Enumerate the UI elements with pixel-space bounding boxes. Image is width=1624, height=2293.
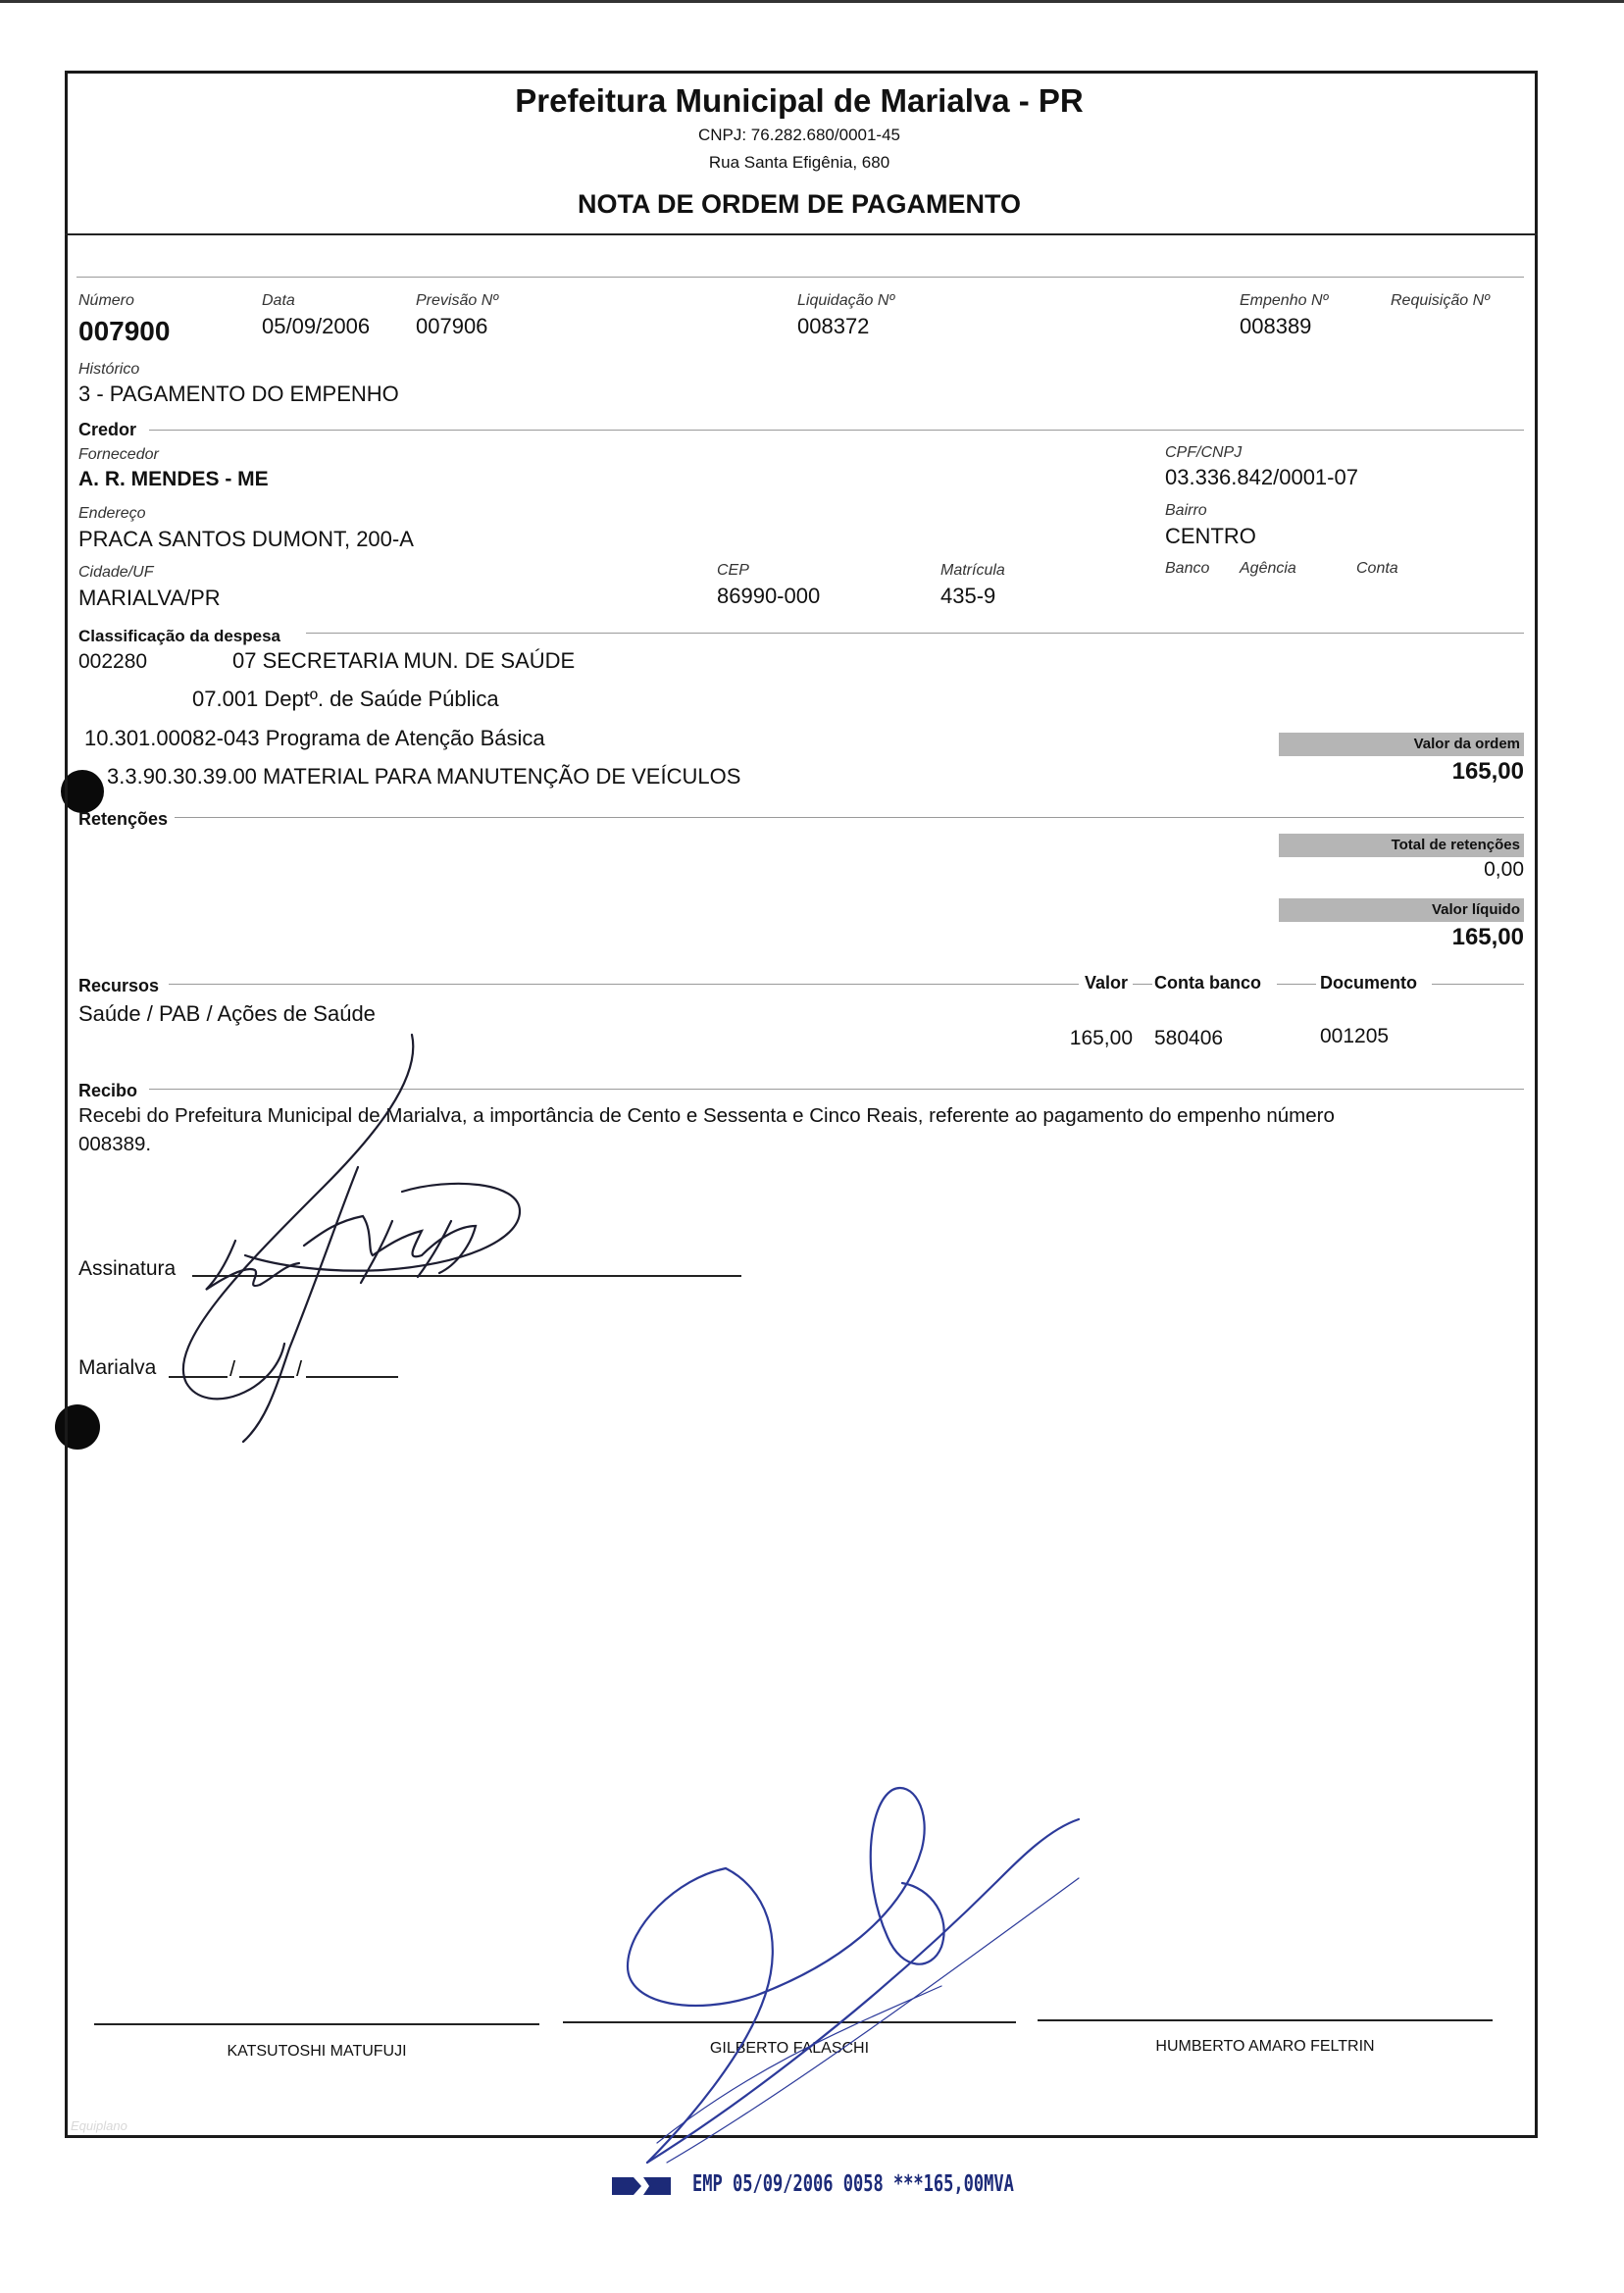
previsao-value: 007906 xyxy=(416,314,488,338)
recursos-conta-value: 580406 xyxy=(1154,1027,1224,1049)
recursos-conta-label: Conta banco xyxy=(1154,973,1262,993)
recursos-valor-label: Valor xyxy=(1085,973,1129,993)
bairro-value: CENTRO xyxy=(1165,524,1256,548)
recursos-documento-label: Documento xyxy=(1320,973,1417,993)
scan-edge-top xyxy=(0,0,1624,3)
numero-label: Número xyxy=(78,292,134,309)
fornecedor-value: A. R. MENDES - ME xyxy=(78,468,269,490)
matricula-label: Matrícula xyxy=(940,562,1005,579)
handwritten-signature-receipt xyxy=(127,1020,598,1452)
recursos-rule-2 xyxy=(1133,984,1152,985)
valor-liquido-label: Valor líquido xyxy=(1279,898,1524,922)
cidade-label: Cidade/UF xyxy=(78,564,154,581)
software-watermark: Equiplano xyxy=(71,2118,127,2133)
retencoes-section-title: Retenções xyxy=(78,809,169,829)
address-text: Rua Santa Efigênia, 680 xyxy=(708,153,890,172)
cidade-value: MARIALVA/PR xyxy=(78,586,221,610)
recibo-section-title: Recibo xyxy=(78,1081,138,1100)
fornecedor-label: Fornecedor xyxy=(78,446,159,463)
retencoes-rule xyxy=(175,817,1524,818)
recursos-documento-value: 001205 xyxy=(1320,1025,1390,1047)
liquidacao-label: Liquidação Nº xyxy=(797,292,895,309)
page-title: Prefeitura Municipal de Marialva - PR xyxy=(515,82,1084,119)
order-top-rule xyxy=(76,277,1524,278)
numero-value: 007900 xyxy=(78,316,171,346)
classificacao-rule xyxy=(306,633,1524,634)
header-divider xyxy=(65,233,1538,235)
signature-line-1 xyxy=(94,2023,539,2025)
total-retencoes-label: Total de retenções xyxy=(1279,834,1524,857)
valor-liquido-value: 165,00 xyxy=(1451,924,1524,950)
banco-label: Banco xyxy=(1165,560,1210,577)
valor-ordem-value: 165,00 xyxy=(1451,758,1524,785)
total-retencoes-value: 0,00 xyxy=(1484,858,1524,881)
matricula-value: 435-9 xyxy=(940,584,996,608)
stamp-logo xyxy=(610,2173,673,2199)
departamento-text: 07.001 Deptº. de Saúde Pública xyxy=(192,687,499,711)
recursos-rule xyxy=(169,984,1079,985)
bairro-label: Bairro xyxy=(1165,502,1207,519)
requisicao-label: Requisição Nº xyxy=(1391,292,1490,309)
agencia-label: Agência xyxy=(1240,560,1296,577)
cnpj-text: CNPJ: 76.282.680/0001-45 xyxy=(697,126,901,144)
date-separator-2: / xyxy=(296,1356,303,1381)
data-value: 05/09/2006 xyxy=(262,314,371,338)
empenho-label: Empenho Nº xyxy=(1240,292,1329,309)
classificacao-code: 002280 xyxy=(78,650,148,673)
valor-ordem-label: Valor da ordem xyxy=(1279,733,1524,756)
recursos-section-title: Recursos xyxy=(78,976,160,995)
empenho-value: 008389 xyxy=(1240,314,1312,338)
cep-value: 86990-000 xyxy=(717,584,821,608)
historico-value: 3 - PAGAMENTO DO EMPENHO xyxy=(78,382,399,406)
signatory-1-name: KATSUTOSHI MATUFUJI xyxy=(227,2043,407,2060)
recursos-rule-4 xyxy=(1432,984,1524,985)
endereco-label: Endereço xyxy=(78,505,146,522)
secretaria-text: 07 SECRETARIA MUN. DE SAÚDE xyxy=(232,648,576,673)
previsao-label: Previsão Nº xyxy=(416,292,499,309)
programa-text: 10.301.00082-043 Programa de Atenção Básica xyxy=(84,726,545,750)
conta-label: Conta xyxy=(1356,560,1398,577)
recursos-valor-value: 165,00 xyxy=(1069,1027,1133,1049)
local-label: Marialva xyxy=(78,1356,157,1379)
elemento-text: 3.3.90.30.39.00 MATERIAL PARA MANUTENÇÃO DE VEÍCULOS xyxy=(107,764,741,789)
cep-label: CEP xyxy=(717,562,749,579)
assinatura-label: Assinatura xyxy=(78,1257,177,1280)
credor-section-title: Credor xyxy=(78,420,137,439)
credor-rule xyxy=(149,430,1524,431)
cpf-label: CPF/CNPJ xyxy=(1165,444,1243,461)
recibo-text-line1: Recebi do Prefeitura Municipal de Marialva, a importância de Cento e Sessenta e Cinco Reais, referente ao pagamento do empenho número xyxy=(78,1104,1335,1127)
data-label: Data xyxy=(262,292,295,309)
historico-label: Histórico xyxy=(78,361,140,378)
recibo-text-line2: 008389. xyxy=(78,1133,152,1155)
cpf-value: 03.336.842/0001-07 xyxy=(1165,465,1358,489)
date-separator-1: / xyxy=(229,1356,236,1381)
recursos-descricao: Saúde / PAB / Ações de Saúde xyxy=(78,1001,376,1026)
endereco-value: PRACA SANTOS DUMONT, 200-A xyxy=(78,527,414,551)
signatory-2-name: GILBERTO FALASCHI xyxy=(709,2040,870,2057)
document-title: NOTA DE ORDEM DE PAGAMENTO xyxy=(577,189,1021,219)
classificacao-section-title: Classificação da despesa xyxy=(78,627,281,645)
recursos-rule-3 xyxy=(1277,984,1316,985)
payment-stamp: EMP 05/09/2006 0058 ***165,00MVA xyxy=(692,2171,1014,2197)
signatory-3-name: HUMBERTO AMARO FELTRIN xyxy=(1155,2038,1375,2055)
handwritten-signature-blue xyxy=(608,1770,1098,2182)
liquidacao-value: 008372 xyxy=(797,314,870,338)
signature-line-3 xyxy=(1038,2019,1493,2021)
